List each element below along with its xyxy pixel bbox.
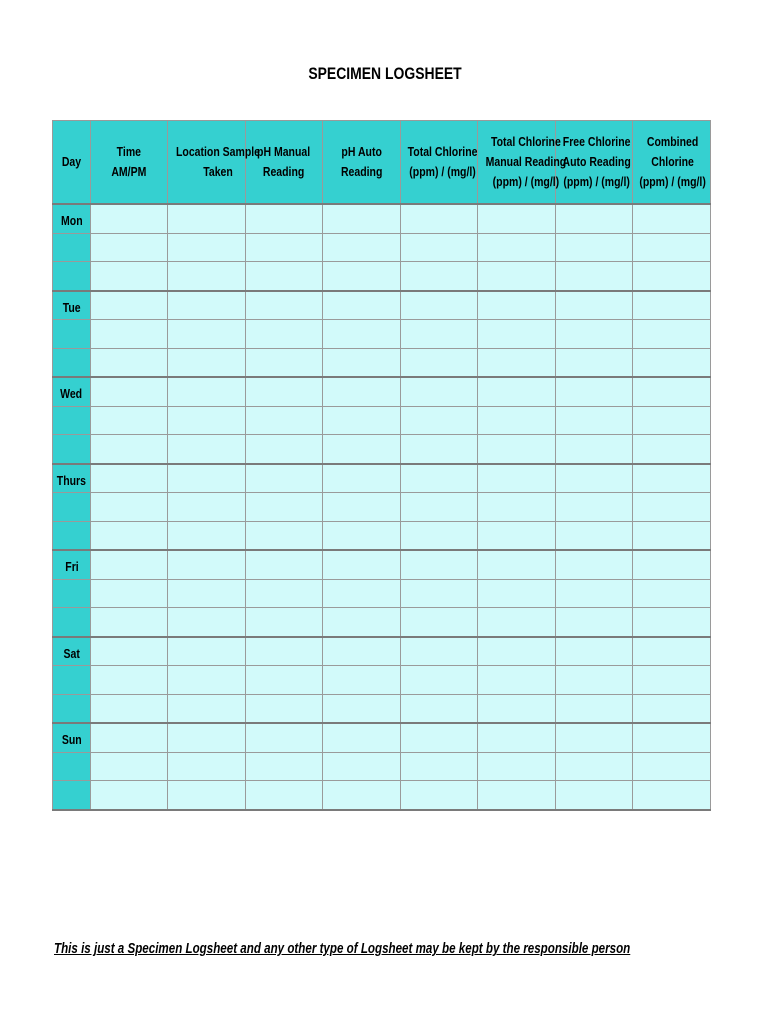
entry-cell[interactable]: [168, 406, 246, 435]
entry-cell[interactable]: [323, 637, 401, 666]
entry-cell[interactable]: [246, 579, 323, 608]
entry-cell[interactable]: [633, 608, 711, 637]
entry-cell[interactable]: [401, 781, 478, 810]
header-time-line2: AM/PM: [111, 165, 147, 179]
entry-cell[interactable]: [633, 464, 711, 493]
day-blank-cell: [53, 781, 91, 810]
entry-cell[interactable]: [401, 723, 478, 752]
entry-cell[interactable]: [91, 694, 168, 723]
entry-cell[interactable]: [478, 694, 556, 723]
entry-cell[interactable]: [323, 694, 401, 723]
entry-cell[interactable]: [633, 752, 711, 781]
table-row: [53, 579, 711, 608]
table-row: [53, 608, 711, 637]
entry-cell[interactable]: [633, 435, 711, 464]
entry-cell[interactable]: [478, 320, 556, 349]
day-label: Sun: [61, 733, 82, 747]
entry-cell[interactable]: [323, 608, 401, 637]
entry-cell[interactable]: [168, 781, 246, 810]
day-label: Tue: [62, 300, 81, 315]
entry-cell[interactable]: [401, 233, 478, 262]
table-row: [53, 666, 711, 695]
entry-cell[interactable]: [401, 320, 478, 349]
entry-cell[interactable]: [168, 752, 246, 781]
entry-cell[interactable]: [323, 204, 401, 233]
entry-cell[interactable]: [633, 291, 711, 320]
entry-cell[interactable]: [556, 406, 633, 435]
table-row: [53, 781, 711, 810]
entry-cell[interactable]: [168, 204, 246, 233]
day-label-cell: [53, 464, 91, 493]
entry-cell[interactable]: [323, 723, 401, 752]
entry-cell[interactable]: [323, 348, 401, 377]
entry-cell[interactable]: [401, 521, 478, 550]
entry-cell[interactable]: [168, 550, 246, 579]
entry-cell[interactable]: [91, 435, 168, 464]
entry-cell[interactable]: [246, 694, 323, 723]
entry-cell[interactable]: [478, 752, 556, 781]
entry-cell[interactable]: [168, 291, 246, 320]
entry-cell[interactable]: [556, 291, 633, 320]
entry-cell[interactable]: [91, 348, 168, 377]
table-row: [53, 291, 711, 320]
entry-cell[interactable]: [478, 781, 556, 810]
entry-cell[interactable]: [556, 493, 633, 522]
entry-cell[interactable]: [323, 781, 401, 810]
entry-cell[interactable]: [401, 435, 478, 464]
entry-cell[interactable]: [91, 464, 168, 493]
header-ph-auto-line2: Reading: [340, 165, 383, 179]
day-blank-cell: [53, 320, 91, 349]
day-blank-cell: [53, 521, 91, 550]
entry-cell[interactable]: [168, 493, 246, 522]
day-blank-cell: [53, 694, 91, 723]
entry-cell[interactable]: [91, 781, 168, 810]
day-label: Mon: [60, 214, 83, 228]
entry-cell[interactable]: [633, 377, 711, 406]
entry-cell[interactable]: [478, 464, 556, 493]
footnote: This is just a Specimen Logsheet and any other type of Logsheet may be kept by the responsible person: [54, 941, 631, 957]
header-ph-manual: [246, 121, 323, 205]
entry-cell[interactable]: [246, 781, 323, 810]
entry-cell[interactable]: [246, 320, 323, 349]
entry-cell[interactable]: [91, 550, 168, 579]
entry-cell[interactable]: [556, 694, 633, 723]
entry-cell[interactable]: [323, 521, 401, 550]
table-row: [53, 377, 711, 406]
header-tcm-line1: Total Chlorine: [491, 135, 561, 149]
entry-cell[interactable]: [556, 723, 633, 752]
entry-cell[interactable]: [168, 320, 246, 349]
logsheet-table: [52, 120, 711, 811]
header-total-chlorine-line2: (ppm) / (mg/l): [409, 165, 476, 179]
entry-cell[interactable]: [478, 666, 556, 695]
table-row: [53, 320, 711, 349]
entry-cell[interactable]: [246, 550, 323, 579]
entry-cell[interactable]: [91, 262, 168, 291]
day-blank-cell: [53, 752, 91, 781]
header-total-chlorine-line1: Total Chlorine: [407, 145, 478, 159]
entry-cell[interactable]: [478, 637, 556, 666]
header-tcm-line2: Manual Reading: [485, 155, 567, 169]
entry-cell[interactable]: [633, 637, 711, 666]
entry-cell[interactable]: [401, 608, 478, 637]
entry-cell[interactable]: [556, 666, 633, 695]
entry-cell[interactable]: [168, 435, 246, 464]
entry-cell[interactable]: [246, 435, 323, 464]
entry-cell[interactable]: [168, 579, 246, 608]
header-tcm-line3: (ppm) / (mg/l): [492, 175, 560, 189]
entry-cell[interactable]: [246, 608, 323, 637]
entry-cell[interactable]: [91, 204, 168, 233]
day-blank-cell: [53, 262, 91, 291]
entry-cell[interactable]: [633, 781, 711, 810]
entry-cell[interactable]: [478, 348, 556, 377]
header-cc-line1: Combined: [646, 135, 699, 149]
entry-cell[interactable]: [478, 291, 556, 320]
day-label: Thurs: [56, 473, 87, 488]
entry-cell[interactable]: [246, 464, 323, 493]
day-blank-cell: [53, 435, 91, 464]
entry-cell[interactable]: [323, 666, 401, 695]
entry-cell[interactable]: [556, 233, 633, 262]
entry-cell[interactable]: [478, 406, 556, 435]
entry-cell[interactable]: [633, 666, 711, 695]
table-row: [53, 550, 711, 579]
entry-cell[interactable]: [91, 521, 168, 550]
day-label-cell: [53, 550, 91, 579]
entry-cell[interactable]: [323, 752, 401, 781]
header-combined-chlorine: [633, 121, 711, 205]
entry-cell[interactable]: [633, 521, 711, 550]
entry-cell[interactable]: [401, 377, 478, 406]
entry-cell[interactable]: [633, 694, 711, 723]
entry-cell[interactable]: [323, 464, 401, 493]
entry-cell[interactable]: [323, 262, 401, 291]
entry-cell[interactable]: [478, 435, 556, 464]
entry-cell[interactable]: [401, 550, 478, 579]
day-label-cell: [53, 723, 91, 752]
entry-cell[interactable]: [168, 608, 246, 637]
entry-cell[interactable]: [478, 723, 556, 752]
day-blank-cell: [53, 608, 91, 637]
entry-cell[interactable]: [323, 550, 401, 579]
entry-cell[interactable]: [556, 579, 633, 608]
entry-cell[interactable]: [478, 204, 556, 233]
entry-cell[interactable]: [91, 579, 168, 608]
header-ph-manual-line2: Reading: [263, 165, 305, 179]
day-label-cell: [53, 637, 91, 666]
entry-cell[interactable]: [556, 320, 633, 349]
entry-cell[interactable]: [556, 435, 633, 464]
entry-cell[interactable]: [246, 406, 323, 435]
header-ph-manual-line1: pH Manual: [257, 145, 311, 159]
day-label-cell: [53, 291, 91, 320]
entry-cell[interactable]: [168, 348, 246, 377]
day-label: Sat: [63, 646, 80, 661]
day-blank-cell: [53, 348, 91, 377]
entry-cell[interactable]: [246, 666, 323, 695]
entry-cell[interactable]: [556, 608, 633, 637]
entry-cell[interactable]: [556, 204, 633, 233]
entry-cell[interactable]: [323, 579, 401, 608]
entry-cell[interactable]: [401, 666, 478, 695]
table-row: [53, 521, 711, 550]
entry-cell[interactable]: [556, 781, 633, 810]
entry-cell[interactable]: [246, 752, 323, 781]
entry-cell[interactable]: [246, 377, 323, 406]
day-label: Wed: [60, 387, 83, 401]
entry-cell[interactable]: [91, 666, 168, 695]
entry-cell[interactable]: [246, 291, 323, 320]
entry-cell[interactable]: [478, 493, 556, 522]
entry-cell[interactable]: [168, 694, 246, 723]
header-location: [168, 121, 261, 205]
header-total-chlorine-manual: [478, 121, 567, 205]
header-ph-auto: [323, 121, 401, 205]
header-total-chlorine: [401, 121, 478, 205]
entry-cell[interactable]: [401, 348, 478, 377]
entry-cell[interactable]: [556, 637, 633, 666]
entry-cell[interactable]: [633, 233, 711, 262]
entry-cell[interactable]: [168, 377, 246, 406]
entry-cell[interactable]: [91, 233, 168, 262]
entry-cell[interactable]: [246, 348, 323, 377]
day-blank-cell: [53, 406, 91, 435]
entry-cell[interactable]: [633, 406, 711, 435]
entry-cell[interactable]: [246, 204, 323, 233]
day-label-cell: [53, 377, 91, 406]
day-blank-cell: [53, 666, 91, 695]
entry-cell[interactable]: [401, 406, 478, 435]
entry-cell[interactable]: [168, 666, 246, 695]
entry-cell[interactable]: [401, 204, 478, 233]
entry-cell[interactable]: [478, 608, 556, 637]
day-blank-cell: [53, 233, 91, 262]
entry-cell[interactable]: [556, 752, 633, 781]
table-row: [53, 348, 711, 377]
entry-cell[interactable]: [633, 493, 711, 522]
day-blank-cell: [53, 579, 91, 608]
entry-cell[interactable]: [91, 291, 168, 320]
header-free-chlorine-auto: [556, 121, 633, 205]
day-label: Fri: [64, 560, 79, 574]
table-row: [53, 204, 711, 233]
entry-cell[interactable]: [168, 637, 246, 666]
entry-cell[interactable]: [478, 550, 556, 579]
entry-cell[interactable]: [91, 493, 168, 522]
header-location-line2: Taken: [203, 165, 233, 179]
header-location-line1: Location Sample: [176, 145, 261, 159]
entry-cell[interactable]: [401, 291, 478, 320]
entry-cell[interactable]: [168, 464, 246, 493]
header-row: [53, 121, 711, 205]
entry-cell[interactable]: [633, 550, 711, 579]
entry-cell[interactable]: [401, 579, 478, 608]
logsheet-body: [53, 204, 711, 810]
header-time-line1: Time: [116, 145, 142, 159]
entry-cell[interactable]: [556, 262, 633, 291]
entry-cell[interactable]: [91, 637, 168, 666]
entry-cell[interactable]: [323, 320, 401, 349]
header-time: [91, 121, 168, 205]
entry-cell[interactable]: [323, 435, 401, 464]
day-label-cell: [53, 204, 91, 233]
entry-cell[interactable]: [401, 752, 478, 781]
table-row: [53, 435, 711, 464]
entry-cell[interactable]: [323, 406, 401, 435]
entry-cell[interactable]: [168, 723, 246, 752]
header-cc-line2: Chlorine: [651, 155, 694, 169]
entry-cell[interactable]: [633, 723, 711, 752]
entry-cell[interactable]: [478, 233, 556, 262]
entry-cell[interactable]: [168, 262, 246, 291]
entry-cell[interactable]: [478, 377, 556, 406]
entry-cell[interactable]: [478, 521, 556, 550]
entry-cell[interactable]: [246, 521, 323, 550]
header-day-label: Day: [61, 155, 82, 169]
header-ph-auto-line1: pH Auto: [341, 145, 382, 159]
entry-cell[interactable]: [91, 723, 168, 752]
table-row: [53, 406, 711, 435]
entry-cell[interactable]: [246, 493, 323, 522]
entry-cell[interactable]: [556, 521, 633, 550]
table-row: [53, 464, 711, 493]
entry-cell[interactable]: [323, 493, 401, 522]
header-fca-line3: (ppm) / (mg/l): [563, 175, 630, 189]
table-row: [53, 723, 711, 752]
entry-cell[interactable]: [246, 233, 323, 262]
header-fca-line1: Free Chlorine: [562, 135, 631, 149]
entry-cell[interactable]: [556, 550, 633, 579]
entry-cell[interactable]: [168, 521, 246, 550]
entry-cell[interactable]: [401, 262, 478, 291]
entry-cell[interactable]: [323, 377, 401, 406]
entry-cell[interactable]: [401, 694, 478, 723]
entry-cell[interactable]: [246, 723, 323, 752]
entry-cell[interactable]: [556, 464, 633, 493]
entry-cell[interactable]: [633, 579, 711, 608]
entry-cell[interactable]: [401, 493, 478, 522]
entry-cell[interactable]: [323, 233, 401, 262]
entry-cell[interactable]: [633, 204, 711, 233]
entry-cell[interactable]: [246, 637, 323, 666]
entry-cell[interactable]: [91, 377, 168, 406]
page-title: SPECIMEN LOGSHEET: [308, 64, 462, 83]
table-row: [53, 233, 711, 262]
entry-cell[interactable]: [478, 262, 556, 291]
table-row: [53, 493, 711, 522]
entry-cell[interactable]: [91, 608, 168, 637]
table-row: [53, 262, 711, 291]
table-row: [53, 752, 711, 781]
entry-cell[interactable]: [323, 291, 401, 320]
entry-cell[interactable]: [246, 262, 323, 291]
entry-cell[interactable]: [401, 637, 478, 666]
entry-cell[interactable]: [633, 348, 711, 377]
entry-cell[interactable]: [633, 320, 711, 349]
entry-cell[interactable]: [168, 233, 246, 262]
entry-cell[interactable]: [633, 262, 711, 291]
entry-cell[interactable]: [401, 464, 478, 493]
entry-cell[interactable]: [556, 377, 633, 406]
entry-cell[interactable]: [91, 406, 168, 435]
header-cc-line3: (ppm) / (mg/l): [639, 175, 706, 189]
entry-cell[interactable]: [91, 320, 168, 349]
entry-cell[interactable]: [91, 752, 168, 781]
entry-cell[interactable]: [556, 348, 633, 377]
entry-cell[interactable]: [478, 579, 556, 608]
table-row: [53, 637, 711, 666]
header-fca-line2: Auto Reading: [562, 155, 631, 169]
table-row: [53, 694, 711, 723]
day-blank-cell: [53, 493, 91, 522]
header-day: [53, 121, 91, 205]
